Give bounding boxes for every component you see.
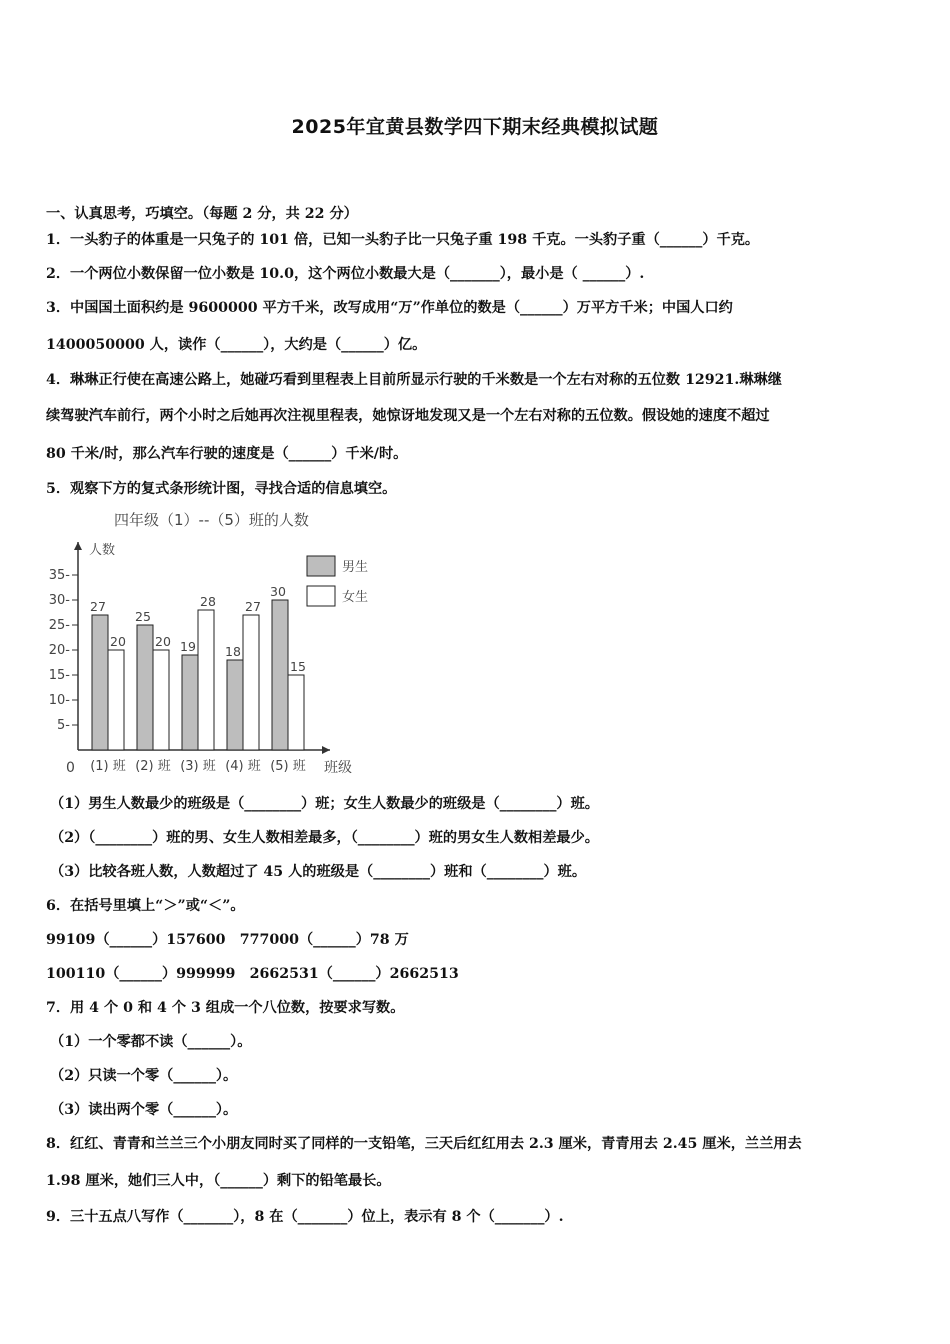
question-6: 6．在括号里填上“＞”或“＜”。 <box>46 898 245 914</box>
bar-girls <box>153 650 169 750</box>
bar-girls <box>243 615 259 750</box>
question-5-part-3: （3）比较各班人数，人数超过了 45 人的班级是（________）班和（________）班。 <box>50 864 587 880</box>
question-7-part-2: （2）只读一个零（______）。 <box>50 1068 238 1084</box>
question-9: 9．三十五点八写作（_______），8 在（_______）位上，表示有 8 个（_______）. <box>46 1209 564 1225</box>
bar-value-label: 19 <box>180 639 196 654</box>
x-axis-label: 班级 <box>324 760 352 776</box>
bar-value-label: 20 <box>155 634 171 649</box>
question-8-line-1: 8．红红、青青和兰兰三个小朋友同时买了同样的一支铅笔，三天后红红用去 2.3 厘米，青青用去 2.45 厘米，兰兰用去 <box>46 1136 802 1152</box>
y-tick-label: 5- <box>57 718 70 733</box>
bar-girls <box>108 650 124 750</box>
question-4-line-2: 续驾驶汽车前行，两个小时之后她再次注视里程表，她惊讶地发现又是一个左右对称的五位数。假设她的速度不超过 <box>46 408 770 424</box>
question-6-row-1: 99109（______）157600 777000（______）78 万 <box>46 932 409 948</box>
bar-boys <box>272 600 288 750</box>
legend-swatch <box>307 556 335 576</box>
question-6-row-2: 100110（______）999999 2662531（______）2662513 <box>46 966 459 982</box>
question-5: 5．观察下方的复式条形统计图，寻找合适的信息填空。 <box>46 481 397 497</box>
question-7-part-1: （1）一个零都不读（______）。 <box>50 1034 252 1050</box>
y-tick-label: 35- <box>48 568 70 583</box>
legend-swatch <box>307 586 335 606</box>
x-axis-arrow <box>322 746 330 754</box>
origin-label: 0 <box>66 760 75 776</box>
y-tick-label: 10- <box>48 693 70 708</box>
chart-svg <box>42 504 402 780</box>
y-tick-label: 30- <box>48 593 70 608</box>
legend-label: 女生 <box>342 590 369 605</box>
category-label: (3) 班 <box>180 759 216 774</box>
question-8-line-2: 1.98 厘米，她们三人中，（______）剩下的铅笔最长。 <box>46 1173 391 1189</box>
question-1: 1．一头豹子的体重是一只兔子的 101 倍，已知一头豹子比一只兔子重 198 千克。一头豹子重（______）千克。 <box>46 232 760 248</box>
question-3-line-2: 1400050000 人，读作（______），大约是（______）亿。 <box>46 337 427 353</box>
y-tick-label: 20- <box>48 643 70 658</box>
bar-value-label: 28 <box>200 594 216 609</box>
question-5-part-2: （2）（________）班的男、女生人数相差最多，（________）班的男女生人数相差最少。 <box>50 830 599 846</box>
question-7-part-3: （3）读出两个零（______）。 <box>50 1102 238 1118</box>
y-axis-label: 人数 <box>89 543 116 558</box>
category-label: (5) 班 <box>270 759 306 774</box>
bar-girls <box>288 675 304 750</box>
question-4-line-1: 4．琳琳正行使在高速公路上，她碰巧看到里程表上目前所显示行驶的千米数是一个左右对称的五位数 12921.琳琳继 <box>46 372 782 388</box>
question-7: 7．用 4 个 0 和 4 个 3 组成一个八位数，按要求写数。 <box>46 1000 405 1016</box>
category-label: (4) 班 <box>225 759 261 774</box>
bar-value-label: 30 <box>270 584 286 599</box>
question-2: 2．一个两位小数保留一位小数是 10.0，这个两位小数最大是（_______），最小是（ ______）. <box>46 266 645 282</box>
chart-title: 四年级（1）--（5）班的人数 <box>114 511 309 529</box>
section-heading: 一、认真思考，巧填空。（每题 2 分，共 22 分） <box>46 206 358 222</box>
question-5-part-1: （1）男生人数最少的班级是（________）班；女生人数最少的班级是（________）班。 <box>50 796 599 812</box>
bar-girls <box>198 610 214 750</box>
bar-boys <box>137 625 153 750</box>
y-axis-arrow <box>74 542 82 550</box>
category-label: (2) 班 <box>135 759 171 774</box>
bar-value-label: 27 <box>90 599 106 614</box>
legend-label: 男生 <box>342 560 369 575</box>
y-tick-label: 15- <box>48 668 70 683</box>
bar-boys <box>227 660 243 750</box>
bar-value-label: 15 <box>290 659 306 674</box>
bar-value-label: 18 <box>225 644 241 659</box>
page-title: 2025年宜黄县数学四下期末经典模拟试题 <box>291 116 659 138</box>
bar-boys <box>182 655 198 750</box>
category-label: (1) 班 <box>90 759 126 774</box>
question-4-line-3: 80 千米/时，那么汽车行驶的速度是（______）千米/时。 <box>46 446 408 462</box>
bar-boys <box>92 615 108 750</box>
y-tick-label: 25- <box>48 618 70 633</box>
bar-value-label: 20 <box>110 634 126 649</box>
bar-value-label: 27 <box>245 599 261 614</box>
class-population-chart <box>42 504 402 780</box>
question-3-line-1: 3．中国国土面积约是 9600000 平方千米，改写成用“万”作单位的数是（______）万平方千米；中国人口约 <box>46 300 733 316</box>
bar-value-label: 25 <box>135 609 151 624</box>
